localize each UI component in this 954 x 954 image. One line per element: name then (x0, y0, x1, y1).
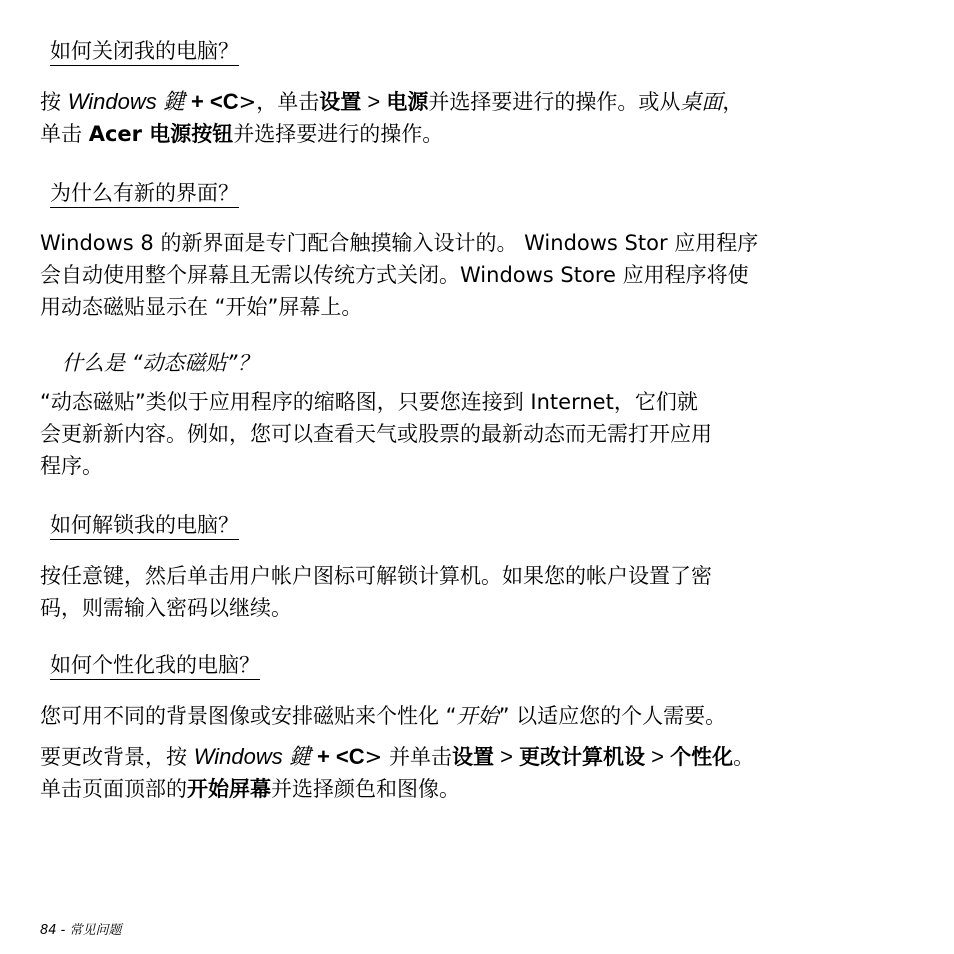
paragraph-new-interface (40, 227, 920, 323)
subheading-live-tiles: 什么是 “动态磁贴”？ (62, 351, 259, 375)
text-line: “动态磁贴”类似于应用程序的缩略图，只要您连接到 Internet，它们就 (40, 390, 698, 414)
settings-term: 设置 (319, 90, 362, 114)
text-line: 码，则需输入密码以继续。 (40, 596, 292, 620)
page-footer: 84 - 常见问题 (40, 923, 122, 938)
acer-power-button-term: Acer 电源按钮 (88, 122, 234, 146)
paragraph-unlock (40, 560, 920, 624)
windows-key: Windows 鍵 (193, 744, 311, 769)
text-line: 程序。 (40, 454, 103, 478)
heading-unlock: 如何解锁我的电脑？ (50, 512, 239, 540)
start-term: 开始 (456, 704, 499, 728)
text-line: 要更改背景，按 Windows 鍵 + <C> 并单击设置 > 更改计算机设 > 个性化。 (40, 744, 755, 769)
windows-key: Windows 鍵 (67, 89, 185, 114)
personalize-term: 个性化 (670, 745, 734, 769)
heading-shutdown: 如何关闭我的电脑？ (50, 38, 239, 66)
text-line: 会自动使用整个屏幕且无需以传统方式关闭。Windows Store 应用程序将使 (40, 263, 749, 287)
pc-settings-term: 更改计算机设 (519, 745, 646, 769)
paragraph-shutdown (40, 86, 920, 150)
text-line: 您可用不同的背景图像或安排磁贴来个性化 “开始” 以适应您的个人需要。 (40, 704, 727, 728)
paragraph-personalize (40, 700, 920, 805)
heading-new-interface: 为什么有新的界面？ (50, 180, 239, 208)
desktop-term: 桌面 (680, 90, 723, 114)
text-line: 用动态磁贴显示在 “开始”屏幕上。 (40, 295, 363, 319)
settings-term: 设置 (451, 745, 494, 769)
power-term: 电源 (386, 90, 429, 114)
text-line: 会更新新内容。例如，您可以查看天气或股票的最新动态而无需打开应用 (40, 422, 712, 446)
text-line: 按 Windows 鍵 + <C>，单击设置 > 电源并选择要进行的操作。或从桌面， (40, 89, 744, 114)
text-line: 按任意键，然后单击用户帐户图标可解锁计算机。如果您的帐户设置了密 (40, 564, 712, 588)
text-line: Windows 8 的新界面是专门配合触摸输入设计的。 Windows Stor 应用程序 (40, 231, 759, 255)
paragraph-live-tiles (40, 386, 920, 482)
text-line: 单击页面顶部的开始屏幕并选择颜色和图像。 (40, 777, 460, 801)
c-key: C (222, 89, 239, 114)
text-line: 单击 Acer 电源按钮并选择要进行的操作。 (40, 122, 444, 146)
c-key: C (348, 744, 365, 769)
heading-personalize: 如何个性化我的电脑？ (50, 652, 260, 680)
start-screen-term: 开始屏幕 (187, 777, 271, 801)
